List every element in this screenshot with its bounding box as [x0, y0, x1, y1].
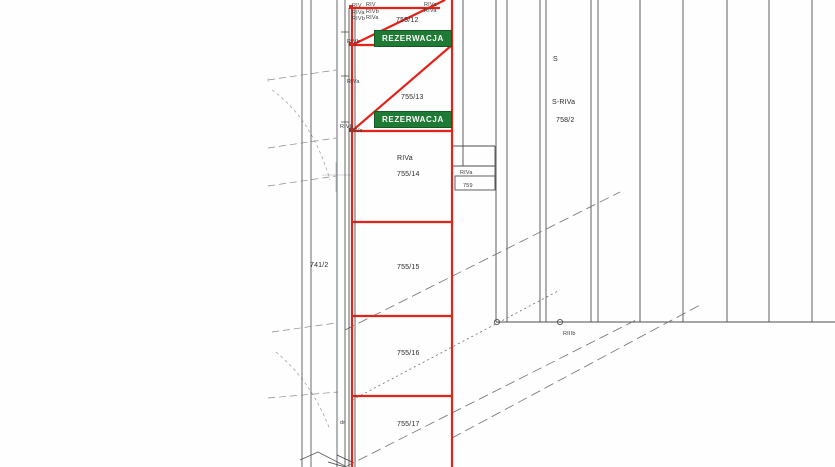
parcel-label-755-13: 755/13 [401, 94, 424, 101]
corner-label-riva-1: RIVa [352, 10, 365, 16]
corner-label-riva-3: RIVa [424, 2, 437, 8]
soil-class-label-s: S [553, 56, 558, 63]
building-outline-759 [452, 146, 495, 190]
corner-label-riv-1: RIV [352, 3, 362, 9]
diagonal-dotted-line [352, 290, 560, 400]
bottom-left-fragments [300, 452, 345, 466]
soil-class-label-riiib: RIIIb [563, 331, 576, 337]
parcel-label-758-2: 758/2 [556, 117, 575, 124]
parcel-label-755-15: 755/15 [397, 264, 420, 271]
parcel-label-759: 759 [463, 183, 473, 189]
road-strip-left [302, 0, 345, 467]
corner-label-riva-5: RIVa [347, 79, 360, 85]
corner-label-riva-2: RIVa [366, 15, 379, 21]
parcel-label-755-14: 755/14 [397, 171, 420, 178]
right-parcel-lines [452, 0, 812, 467]
corner-label-rivb-4: RIVb [340, 124, 354, 130]
parcel-label-741-2: 741/2 [310, 262, 329, 269]
corner-label-riva-4: RIVa [424, 8, 437, 14]
reservation-badge-2[interactable]: REZERWACJA [374, 111, 452, 128]
road-label-dr: dr [340, 420, 346, 426]
corner-label-rivb-2: RIVb [366, 9, 380, 15]
terrain-dotted-lines [272, 90, 330, 430]
terrain-dashed-lines [268, 70, 338, 398]
parcel-label-755-17: 755/17 [397, 421, 420, 428]
reservation-badge-1[interactable]: REZERWACJA [374, 30, 452, 47]
corner-label-riv-2: RIV [366, 2, 376, 8]
corner-label-rivb-3: RIVb [347, 39, 361, 45]
soil-class-label-s-riva: S-RIVa [552, 99, 576, 106]
parcel-label-755-12: 755/12 [396, 17, 419, 24]
auxiliary-lines [268, 78, 352, 192]
corner-label-riva-6: RIVa [350, 128, 363, 134]
soil-class-label-riva-759: RIVa [460, 170, 473, 176]
corner-label-rivb-1: RIVb [352, 16, 366, 22]
soil-class-label-riva: RIVa [397, 155, 413, 162]
parcel-label-755-16: 755/16 [397, 350, 420, 357]
highlighted-parcels-outline [352, 0, 452, 467]
boundary-ticks [328, 32, 352, 467]
